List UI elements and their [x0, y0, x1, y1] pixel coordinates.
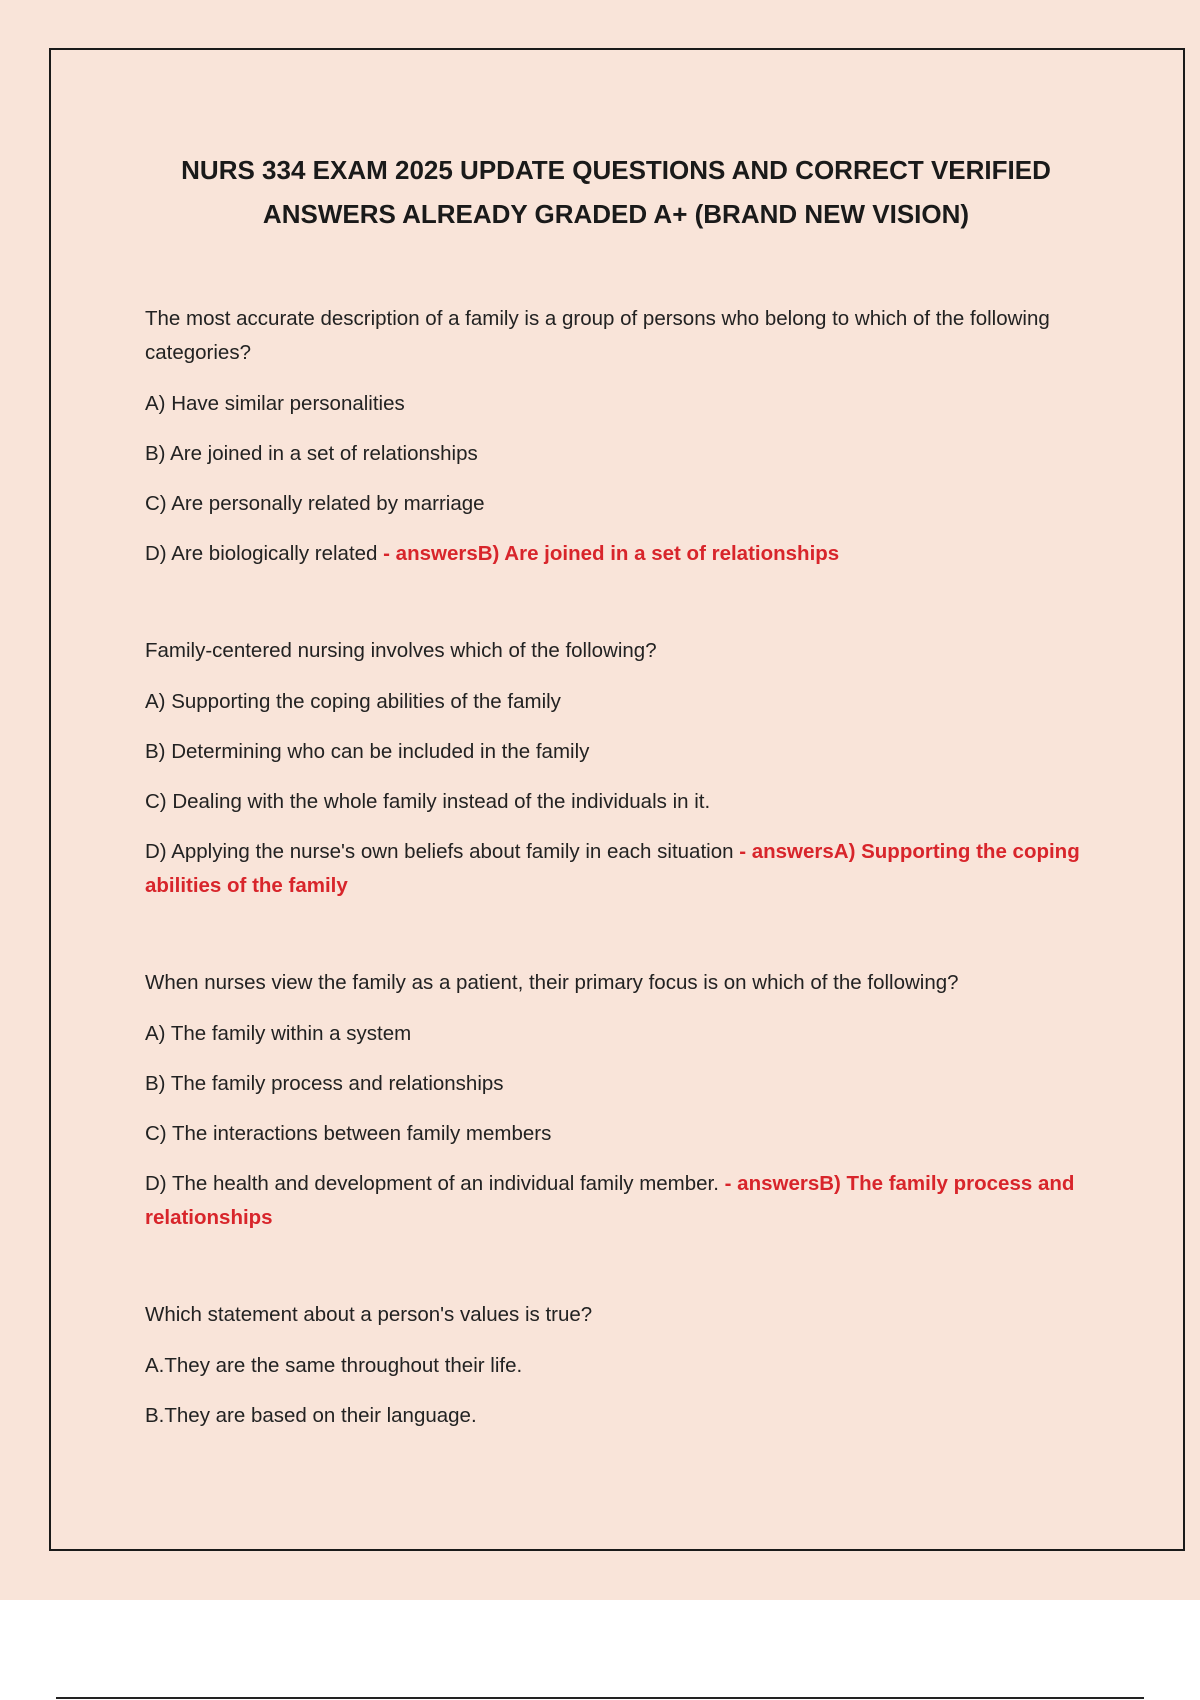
option-a: A.They are the same throughout their life.	[145, 1354, 523, 1377]
option-d: D) Applying the nurse's own beliefs about family in each situation	[145, 840, 734, 863]
option-b: B) Determining who can be included in the family	[145, 740, 590, 763]
option-a: A) Supporting the coping abilities of the family	[145, 690, 561, 713]
answer-key: answersA) Supporting the coping abilities of the family	[145, 840, 1080, 897]
question-text: Which statement about a person's values is true?	[145, 1303, 593, 1326]
question-text: When nurses view the family as a patient, their primary focus is on which of the following?	[145, 971, 959, 994]
question-4	[145, 1298, 1095, 1433]
question-list	[145, 302, 1095, 1496]
title-line-1: NURS 334 EXAM 2025 UPDATE QUESTIONS AND CORRECT VERIFIED	[181, 155, 1051, 185]
answer-key: answersB) Are joined in a set of relationships	[395, 542, 840, 565]
option-b: B.They are based on their language.	[145, 1404, 477, 1427]
question-1	[145, 302, 1095, 571]
option-c: C) Are personally related by marriage	[145, 492, 485, 515]
option-d-with-answer	[145, 835, 1095, 903]
option-d: D) Are biologically related	[145, 542, 378, 565]
title-line-2: ANSWERS ALREADY GRADED A+ (BRAND NEW VISION)	[262, 199, 970, 229]
question-3	[145, 966, 1095, 1235]
answer-separator: -	[377, 542, 396, 565]
question-text: The most accurate description of a family is a group of persons who belong to which of the following categories?	[145, 307, 1050, 364]
option-d-with-answer	[145, 537, 1095, 571]
answer-separator: -	[733, 840, 752, 863]
option-c: C) Dealing with the whole family instead of the individuals in it.	[145, 790, 711, 813]
footer-divider	[56, 1697, 1144, 1699]
option-a: A) Have similar personalities	[145, 392, 405, 415]
option-b: B) The family process and relationships	[145, 1072, 504, 1095]
question-2	[145, 634, 1095, 903]
option-a: A) The family within a system	[145, 1022, 412, 1045]
option-d-with-answer	[145, 1167, 1095, 1235]
option-b: B) Are joined in a set of relationships	[145, 442, 478, 465]
option-c: C) The interactions between family members	[145, 1122, 552, 1145]
document-title	[100, 148, 1132, 236]
option-d: D) The health and development of an individual family member.	[145, 1172, 719, 1195]
answer-separator: -	[718, 1172, 738, 1195]
answer-key: answersB) The family process and relationships	[145, 1172, 1075, 1229]
question-text: Family-centered nursing involves which of the following?	[145, 639, 657, 662]
